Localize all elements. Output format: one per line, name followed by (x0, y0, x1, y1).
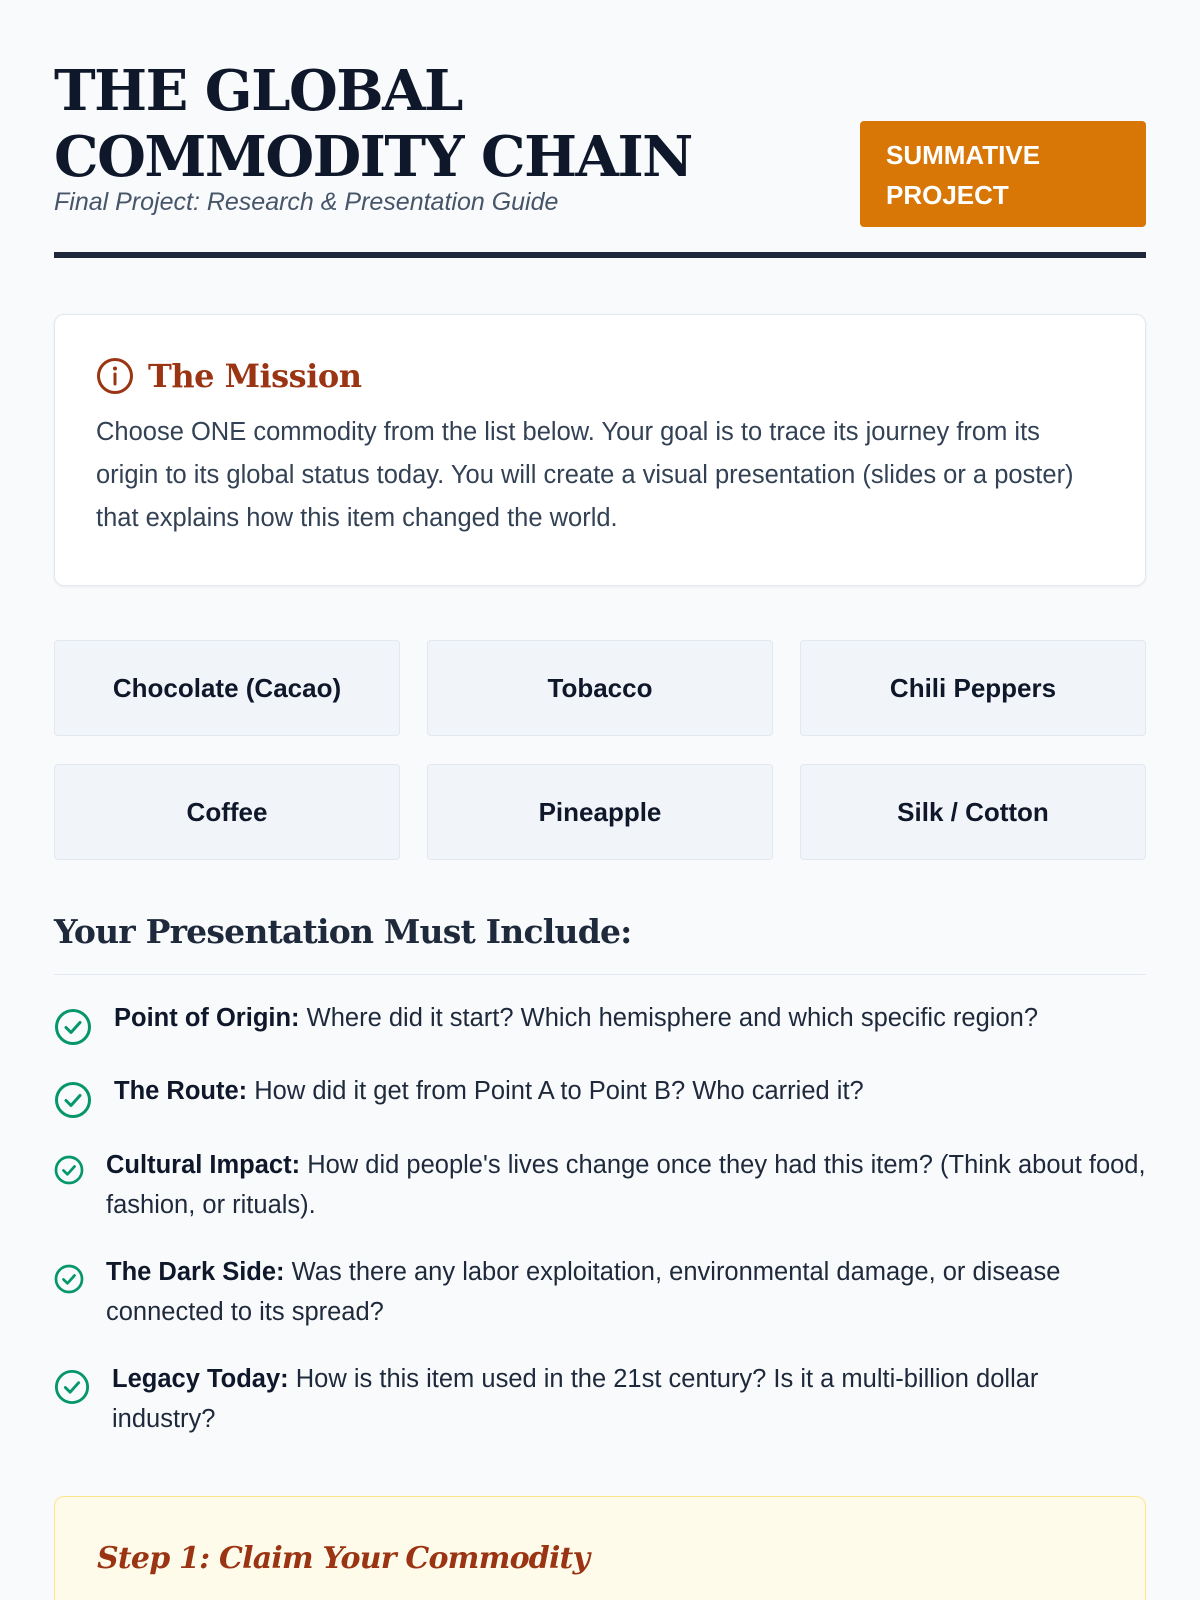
commodity-pineapple[interactable]: Pineapple (427, 764, 773, 860)
requirements-heading: Your Presentation Must Include: (54, 912, 632, 951)
step1-card (54, 1496, 1146, 1600)
requirement-label: The Dark Side: (106, 1258, 285, 1286)
page-header (54, 0, 1146, 262)
requirement-item (54, 1252, 1146, 1336)
check-circle-icon (54, 1155, 84, 1197)
check-circle-icon (54, 1264, 84, 1306)
commodity-chili-peppers[interactable]: Chili Peppers (800, 640, 1146, 736)
requirement-item (54, 1071, 1146, 1115)
check-circle-icon (54, 1081, 92, 1131)
page-title: THE GLOBAL COMMODITY CHAIN (54, 58, 692, 190)
check-circle-icon (54, 1369, 90, 1417)
commodity-tobacco[interactable]: Tobacco (427, 640, 773, 736)
commodity-chocolate[interactable]: Chocolate (Cacao) (54, 640, 400, 736)
requirement-text: How did it get from Point A to Point B? Who carried it? (254, 1077, 864, 1105)
info-icon (96, 357, 134, 395)
requirements-divider (54, 974, 1146, 975)
requirement-text: How is this item used in the 21st century? Is it a multi-billion dollar industry? (112, 1365, 1039, 1433)
requirement-label: Legacy Today: (112, 1365, 289, 1393)
summative-project-badge: SUMMATIVE PROJECT (860, 121, 1146, 227)
page-subtitle: Final Project: Research & Presentation Guide (54, 188, 559, 216)
mission-title: The Mission (148, 357, 362, 395)
step1-title: Step 1: Claim Your Commodity (97, 1541, 590, 1576)
header-divider (54, 252, 1146, 258)
requirement-text: Where did it start? Which hemisphere and which specific region? (306, 1004, 1039, 1032)
requirement-label: Point of Origin: (114, 1004, 300, 1032)
mission-header (96, 353, 1105, 399)
commodity-grid (54, 640, 1146, 860)
commodity-coffee[interactable]: Coffee (54, 764, 400, 860)
check-circle-icon (54, 1008, 92, 1058)
mission-text: Choose ONE commodity from the list below. Your goal is to trace its journey from its origin to its global status today. You will create a visual presentation (slides or a poster) that explains how this item changed the world. (96, 418, 1074, 532)
mission-card (54, 314, 1146, 586)
requirement-text: Was there any labor exploitation, environmental damage, or disease connected to its spread? (106, 1258, 1061, 1326)
requirement-label: The Route: (114, 1077, 248, 1105)
requirement-text: How did people's lives change once they had this item? (Think about food, fashion, or rituals). (106, 1151, 1146, 1219)
requirement-item (54, 1359, 1146, 1443)
requirement-item (54, 1145, 1146, 1229)
commodity-silk-cotton[interactable]: Silk / Cotton (800, 764, 1146, 860)
requirement-item (54, 998, 1146, 1042)
requirement-label: Cultural Impact: (106, 1151, 301, 1179)
